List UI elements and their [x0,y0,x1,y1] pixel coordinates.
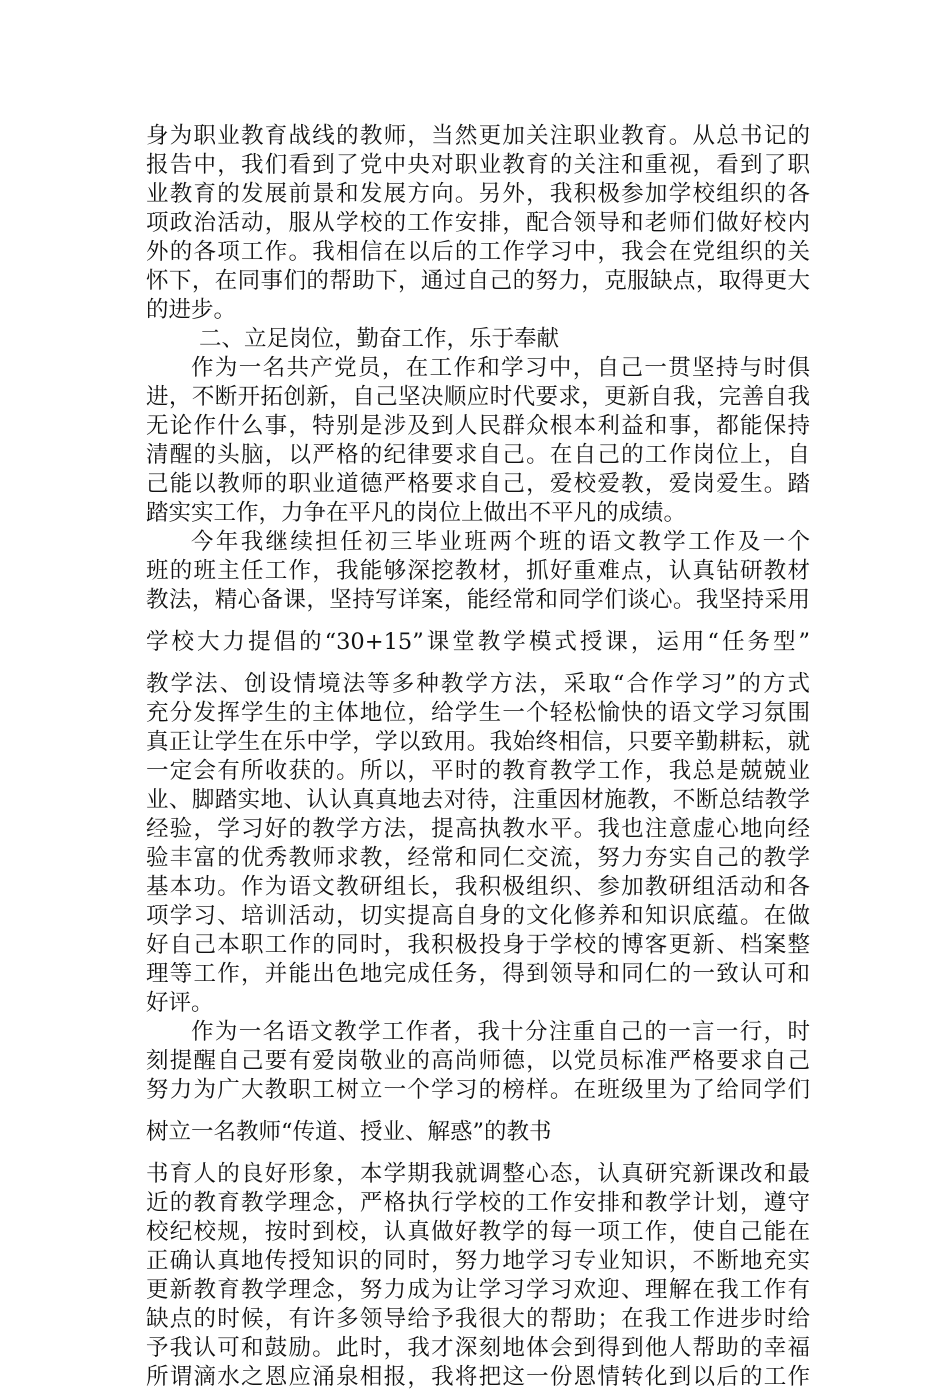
text-line: 书育人的良好形象，本学期我就调整心态，认真研究新课改和最 [146,1161,810,1187]
text-line: 今年我继续担任初三毕业班两个班的语文教学工作及一个 [191,529,810,555]
section-heading: 二、立足岗位，勤奋工作，乐于奉献 [199,326,560,352]
text-line: 清醒的头脑，以严格的纪律要求自己。在自己的工作岗位上，自 [146,442,810,468]
text-line: 无论作什么事，特别是涉及到人民群众根本利益和事，都能保持 [146,413,810,439]
text-line: 业、脚踏实地、认认真真地去对待，注重因材施教，不断总结教学 [146,787,810,813]
text-line: 学校大力提倡的“30+15”课堂教学模式授课，运用“任务型” [146,629,810,655]
text-line: 的进步。 [146,297,237,323]
document-body [146,122,810,1392]
text-line: 项政治活动，服从学校的工作安排，配合领导和老师们做好校内 [146,210,810,236]
text-line: 努力为广大教职工树立一个学习的榜样。在班级里为了给同学们 [146,1077,810,1103]
text-line: 踏实实工作，力争在平凡的岗位上做出不平凡的成绩。 [146,500,687,526]
text-line: 正确认真地传授知识的同时，努力地学习专业知识，不断地充实 [146,1248,810,1274]
text-line: 进，不断开拓创新，自己坚决顺应时代要求，更新自我，完善自我 [146,384,810,410]
text-line: 班的班主任工作，我能够深挖教材，抓好重难点，认真钻研教材 [146,558,810,584]
text-line: 教学法、创设情境法等多种教学方法，采取“合作学习”的方式 [146,671,810,697]
text-line: 予我认可和鼓励。此时，我才深刻地体会到得到他人帮助的幸福 [146,1335,810,1361]
text-line: 一定会有所收获的。所以，平时的教育教学工作，我总是兢兢业 [146,758,810,784]
text-line: 业教育的发展前景和发展方向。另外，我积极参加学校组织的各 [146,181,810,207]
text-line: 项学习、培训活动，切实提高自身的文化修养和知识底蕴。在做 [146,903,810,929]
text-line: 真正让学生在乐中学，学以致用。我始终相信，只要辛勤耕耘，就 [146,729,810,755]
text-line: 树立一名教师“传道、授业、解惑”的教书 [146,1119,552,1145]
text-line: 作为一名语文教学工作者，我十分注重自己的一言一行，时 [191,1019,810,1045]
text-line: 身为职业教育战线的教师，当然更加关注职业教育。从总书记的 [146,123,810,149]
text-line: 验丰富的优秀教师求教，经常和同仁交流，努力夯实自己的教学 [146,845,810,871]
text-line: 所谓滴水之恩应涌泉相报，我将把这一份恩情转化到以后的工作 [146,1364,810,1390]
text-line: 充分发挥学生的主体地位，给学生一个轻松愉快的语文学习氛围 [146,700,810,726]
text-line: 好自己本职工作的同时，我积极投身于学校的博客更新、档案整 [146,932,810,958]
text-line: 基本功。作为语文教研组长，我积极组织、参加教研组活动和各 [146,874,810,900]
text-line: 教法，精心备课，坚持写详案，能经常和同学们谈心。我坚持采用 [146,587,810,613]
text-line: 好评。 [146,990,214,1016]
text-line: 作为一名共产党员，在工作和学习中，自己一贯坚持与时俱 [191,355,810,381]
text-line: 缺点的时候，有许多领导给予我很大的帮助；在我工作进步时给 [146,1306,810,1332]
text-line: 经验，学习好的教学方法，提高执教水平。我也注意虚心地向经 [146,816,810,842]
text-line: 校纪校规，按时到校，认真做好教学的每一项工作，使自己能在 [146,1219,810,1245]
text-line: 近的教育教学理念，严格执行学校的工作安排和教学计划，遵守 [146,1190,810,1216]
text-line: 己能以教师的职业道德严格要求自己，爱校爱教，爱岗爱生。踏 [146,471,810,497]
text-line: 报告中，我们看到了党中央对职业教育的关注和重视，看到了职 [146,152,810,178]
text-line: 更新教育教学理念，努力成为让学习学习欢迎、理解在我工作有 [146,1277,810,1303]
text-line: 理等工作，并能出色地完成任务，得到领导和同仁的一致认可和 [146,961,810,987]
text-line: 外的各项工作。我相信在以后的工作学习中，我会在党组织的关 [146,239,810,265]
text-line: 怀下，在同事们的帮助下，通过自己的努力，克服缺点，取得更大 [146,268,810,294]
text-line: 刻提醒自己要有爱岗敬业的高尚师德，以党员标准严格要求自己 [146,1048,810,1074]
